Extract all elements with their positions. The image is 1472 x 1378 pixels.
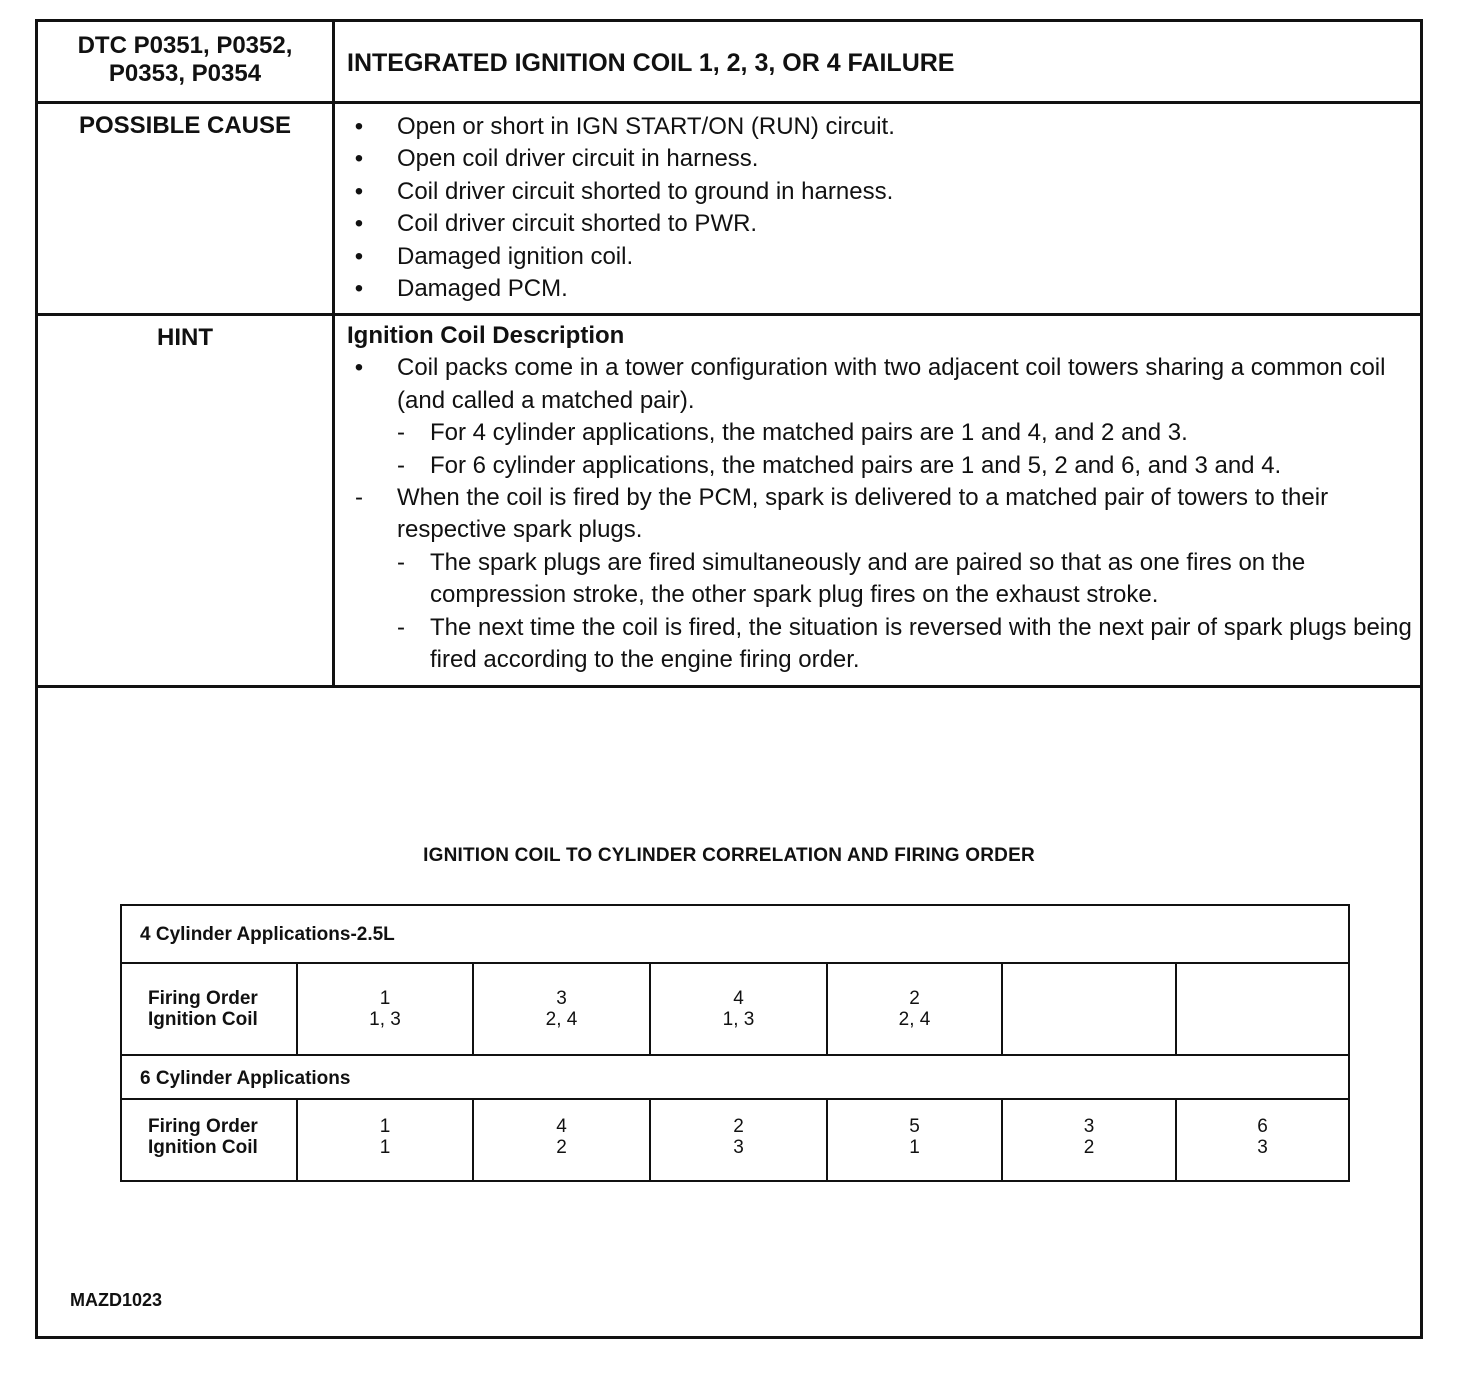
diagram-title: IGNITION COIL TO CYLINDER CORRELATION AND FIRING ORDER — [423, 845, 1035, 866]
firing-order-label: Firing Order — [148, 988, 258, 1009]
list-item — [347, 482, 1420, 547]
sub-list-item — [347, 547, 1420, 612]
coil-value: 2, 4 — [898, 1009, 931, 1030]
hint-text: When the coil is fired by the PCM, spark is delivered to a matched pair of towers to their respective spark plugs. — [397, 484, 1329, 544]
coil-value: 3 — [1257, 1137, 1268, 1158]
dtc-codes — [38, 22, 335, 101]
table-cell — [1003, 1100, 1177, 1180]
firing-value: 4 — [556, 1116, 567, 1137]
table-cell — [298, 964, 474, 1054]
hint-text: Coil packs come in a tower configuration with two adjacent coil towers sharing a common coil (and called a matched pair). — [397, 354, 1386, 414]
cause-text: Damaged ignition coil. — [397, 242, 634, 270]
dtc-title: INTEGRATED IGNITION COIL 1, 2, 3, OR 4 FAILURE — [347, 49, 955, 77]
table-cell — [474, 964, 651, 1054]
firing-value: 3 — [1083, 1116, 1095, 1137]
six-cylinder-row — [122, 1100, 1348, 1180]
bullet-icon: • — [354, 354, 364, 382]
dtc-table — [35, 19, 1423, 1339]
four-cylinder-row — [122, 964, 1348, 1054]
list-item — [347, 143, 1420, 175]
hint-text: For 6 cylinder applications, the matched pairs are 1 and 5, 2 and 6, and 3 and 4. — [430, 451, 1282, 479]
firing-value: 1 — [379, 988, 391, 1009]
dtc-codes-line2: P0353, P0354 — [108, 60, 262, 87]
coil-value: 2 — [556, 1137, 567, 1158]
cause-text: Damaged PCM. — [397, 275, 568, 303]
sub-list-item — [347, 417, 1420, 449]
bullet-icon: • — [354, 113, 364, 140]
firing-value: 6 — [1257, 1116, 1268, 1137]
list-item — [347, 176, 1420, 208]
table-cell — [1177, 964, 1348, 1054]
row-label — [122, 1100, 298, 1180]
bullet-icon: • — [354, 177, 364, 205]
hint-title: Ignition Coil Description — [347, 322, 625, 349]
coil-value: 2, 4 — [545, 1009, 578, 1030]
list-item — [347, 208, 1420, 240]
table-cell — [474, 1100, 651, 1180]
dtc-codes-line1: DTC P0351, P0352, — [77, 32, 293, 59]
coil-value: 1, 3 — [369, 1009, 401, 1030]
possible-cause-list — [335, 104, 1420, 313]
hint-text: The spark plugs are fired simultaneously and are paired so that as one fires on the compression stroke, the other spark plug fires on the exhaust stroke. — [430, 548, 1306, 609]
coil-value: 3 — [733, 1137, 744, 1158]
dtc-header-row — [38, 22, 1420, 104]
dash-icon: - — [397, 451, 405, 479]
bullet-icon: • — [354, 275, 364, 303]
coil-value: 1 — [379, 1137, 391, 1158]
bullet-icon: • — [354, 145, 364, 173]
sub-list-item — [347, 450, 1420, 482]
row-label — [122, 964, 298, 1054]
firing-value: 2 — [733, 1116, 744, 1137]
hint-content — [335, 316, 1420, 685]
bullet-icon: • — [354, 210, 364, 238]
list-item — [347, 241, 1420, 273]
table-cell — [298, 1100, 474, 1180]
dash-icon: - — [397, 548, 405, 576]
firing-value: 3 — [556, 988, 567, 1009]
cause-text: Open or short in IGN START/ON (RUN) circuit. — [397, 113, 895, 140]
hint-label: HINT — [38, 316, 335, 685]
firing-value: 4 — [733, 988, 744, 1009]
table-cell — [828, 1100, 1003, 1180]
firing-value: 5 — [909, 1116, 920, 1137]
ignition-coil-label: Ignition Coil — [148, 1137, 258, 1158]
list-item — [347, 352, 1420, 417]
hint-row — [38, 316, 1420, 688]
table-cell — [651, 1100, 828, 1180]
dash-icon: - — [397, 419, 405, 447]
four-cylinder-heading: 4 Cylinder Applications-2.5L — [122, 906, 1348, 964]
bullet-icon: • — [354, 242, 364, 270]
dash-icon: - — [355, 484, 363, 512]
ignition-coil-label: Ignition Coil — [148, 1009, 258, 1030]
hint-text: For 4 cylinder applications, the matched pairs are 1 and 4, and 2 and 3. — [430, 419, 1188, 447]
dash-icon: - — [397, 613, 405, 641]
list-item — [347, 111, 1420, 143]
firing-order-table — [120, 904, 1350, 1182]
cause-text: Coil driver circuit shorted to ground in harness. — [397, 177, 894, 205]
firing-order-label: Firing Order — [148, 1116, 258, 1137]
table-cell — [828, 964, 1003, 1054]
possible-cause-label: POSSIBLE CAUSE — [38, 104, 335, 313]
coil-value: 2 — [1083, 1137, 1095, 1158]
cause-text: Coil driver circuit shorted to PWR. — [397, 210, 758, 238]
figure-code: MAZD1023 — [70, 1290, 163, 1310]
firing-value: 1 — [379, 1116, 391, 1137]
table-cell — [651, 964, 828, 1054]
six-cylinder-heading: 6 Cylinder Applications — [122, 1054, 1348, 1100]
table-cell — [1003, 964, 1177, 1054]
coil-value: 1, 3 — [722, 1009, 755, 1030]
firing-value: 2 — [909, 988, 920, 1009]
cause-text: Open coil driver circuit in harness. — [397, 145, 759, 173]
hint-text: The next time the coil is fired, the situation is reversed with the next pair of spark plugs being fired according to the engine firing order. — [430, 613, 1412, 674]
sub-list-item — [347, 612, 1420, 677]
table-cell — [1177, 1100, 1348, 1180]
possible-cause-row — [38, 104, 1420, 316]
coil-value: 1 — [909, 1137, 920, 1158]
list-item — [347, 273, 1420, 305]
